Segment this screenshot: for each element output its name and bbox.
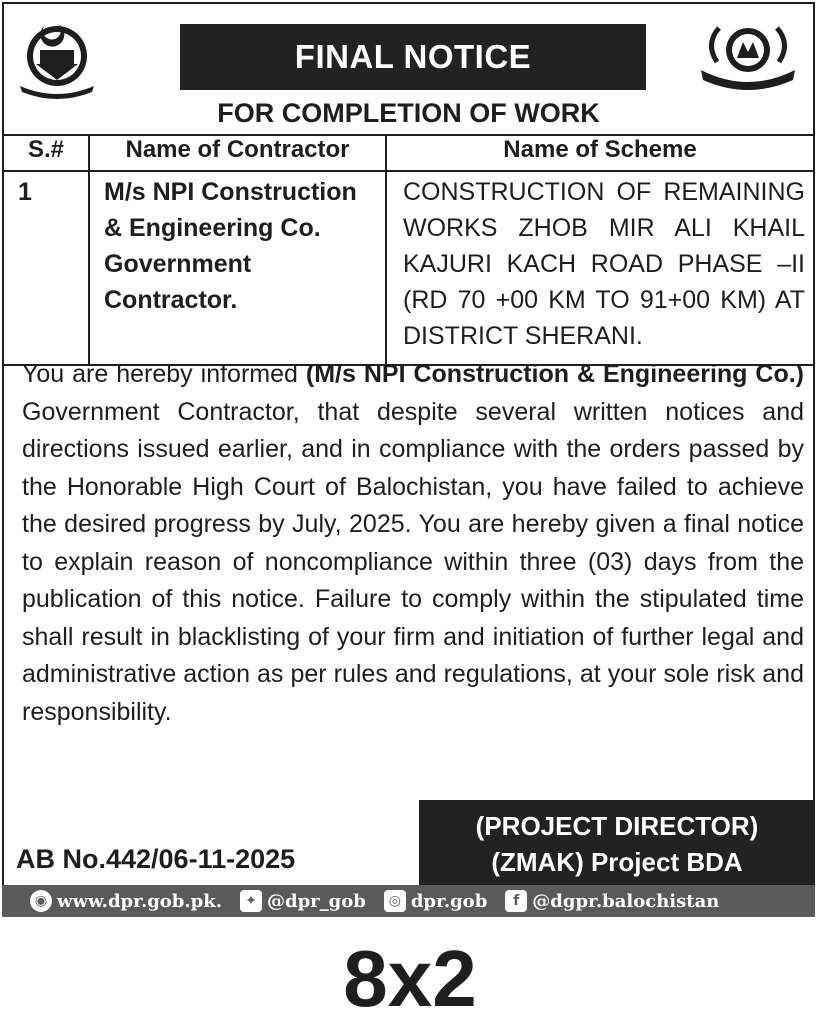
table-row	[3, 171, 814, 365]
right-emblem-icon	[695, 18, 801, 98]
footer-website-text: www.dpr.gob.pk.	[57, 890, 222, 912]
footer-twitter[interactable]	[240, 890, 366, 912]
footer-facebook[interactable]	[505, 890, 719, 912]
header-serial: S.#	[3, 135, 89, 171]
table-header-row	[3, 135, 814, 171]
notice-subtitle: FOR COMPLETION OF WORK	[217, 98, 600, 128]
signature-block	[419, 800, 815, 888]
instagram-icon: ◎	[384, 890, 406, 912]
header-scheme: Name of Scheme	[386, 135, 814, 171]
notice-title: FINAL NOTICE	[180, 24, 646, 90]
row-contractor: M/s NPI Construction & Engineering Co. Government Contractor.	[89, 171, 386, 365]
signature-office: (ZMAK) Project BDA	[491, 847, 743, 877]
body-intro: You are hereby informed	[22, 360, 306, 388]
footer-instagram[interactable]	[384, 890, 487, 912]
signature-title: (PROJECT DIRECTOR)	[475, 811, 759, 841]
footer-twitter-text: @dpr_gob	[266, 890, 366, 912]
body-main-text: Government Contractor, that despite several written notices and directions issued earlier, and in compliance with the orders passed by the Honorable High Court of Balochistan, you have failed to achieve the desired progress by July, 2025. You are hereby given a final notice to explain reason of noncompliance within three (03) days from the publication of this notice. Failure to comply within the stipulated time shall result in blacklisting of your firm and initiation of further legal and administrative action as per rules and regulations, at your sole risk and responsibility.	[22, 397, 804, 726]
footer-facebook-text: @dgpr.balochistan	[532, 890, 720, 912]
body-contractor-name: (M/s NPI Construction & Engineering Co.)	[305, 360, 804, 388]
header-contractor: Name of Contractor	[89, 135, 386, 171]
ad-size-label: 8x2	[343, 934, 477, 1023]
ab-number: AB No.442/06-11-2025	[16, 844, 296, 874]
facebook-icon: f	[505, 890, 527, 912]
row-serial: 1	[3, 171, 89, 365]
notice-frame	[2, 2, 815, 915]
notice-body	[22, 356, 804, 731]
scheme-table	[2, 134, 815, 366]
twitter-icon: ✦	[240, 890, 262, 912]
footer-website[interactable]	[30, 890, 222, 912]
footer-instagram-text: dpr.gob	[410, 890, 488, 912]
globe-icon: ◉	[30, 890, 52, 912]
left-emblem-icon	[14, 16, 100, 102]
footer-bar	[2, 885, 815, 917]
row-scheme: CONSTRUCTION OF REMAINING WORKS ZHOB MIR ALI KHAIL KAJURI KACH ROAD PHASE –II (RD 70 +00 KM TO 91+00 KM) AT DISTRICT SHERANI.	[386, 171, 814, 365]
